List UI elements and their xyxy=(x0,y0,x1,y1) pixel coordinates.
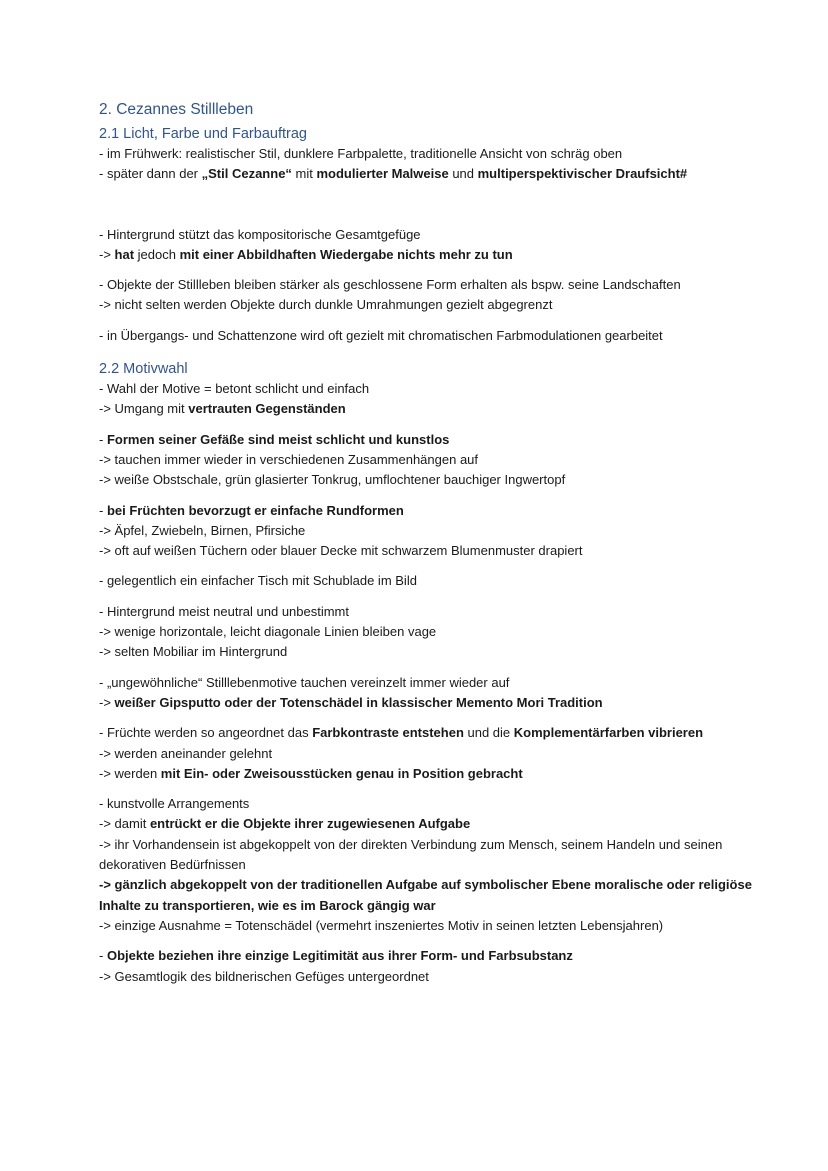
text-run: -> selten Mobiliar im Hintergrund xyxy=(99,644,288,660)
text-line xyxy=(99,642,779,662)
text-run: -> werden aneinander gelehnt xyxy=(99,745,273,761)
text-line xyxy=(99,470,779,490)
paragraph-block xyxy=(99,326,779,346)
text-line xyxy=(99,326,779,346)
text-line xyxy=(99,521,779,541)
document-page xyxy=(99,96,779,997)
text-line xyxy=(99,835,779,876)
text-run: -> oft auf weißen Tüchern oder blauer Decke mit schwarzem Blumenmuster drapiert xyxy=(99,543,583,559)
text-line xyxy=(99,744,779,764)
text-line xyxy=(99,571,779,591)
text-run: - im Frühwerk: realistischer Stil, dunklere Farbpalette, traditionelle Ansicht von schräg oben xyxy=(99,146,623,161)
paragraph-block xyxy=(99,571,779,591)
text-run: -> Umgang mit xyxy=(99,401,189,417)
text-run: -> damit xyxy=(99,816,150,832)
text-run: -> Gesamtlogik des bildnerischen Gefüges untergeordnet xyxy=(99,968,429,984)
text-line xyxy=(99,602,779,622)
text-run: und die xyxy=(463,725,514,741)
section-licht-farbe-content xyxy=(99,144,779,346)
text-run: mit xyxy=(291,166,317,182)
text-line xyxy=(99,245,779,265)
bold-text: mit einer Abbildhaften Wiedergabe nichts mehr zu tun xyxy=(179,246,513,262)
text-run: - „ungewöhnliche“ Stilllebenmotive tauchen vereinzelt immer wieder auf xyxy=(99,674,510,690)
paragraph-block xyxy=(99,673,779,714)
text-line xyxy=(99,916,779,936)
text-line xyxy=(99,295,779,315)
text-line xyxy=(99,814,779,834)
text-run: - gelegentlich ein einfacher Tisch mit Schublade im Bild xyxy=(99,573,417,589)
text-run: - xyxy=(99,948,107,964)
bold-text: Farbkontraste entstehen xyxy=(312,725,464,741)
paragraph-block xyxy=(99,379,779,420)
text-run: -> werden xyxy=(99,765,161,781)
text-line xyxy=(99,379,779,399)
subsection-heading-licht-farbe: 2.1 Licht, Farbe und Farbauftrag xyxy=(99,126,307,142)
text-run: - Hintergrund stützt das kompositorische Gesamtgefüge xyxy=(99,226,421,242)
bold-text: mit Ein- oder Zweisousstücken genau in Position gebracht xyxy=(160,765,523,781)
text-run: - in Übergangs- und Schattenzone wird oft gezielt mit chromatischen Farbmodulationen gearbeitet xyxy=(99,327,663,343)
text-line xyxy=(99,693,779,713)
text-line xyxy=(99,164,779,184)
text-line xyxy=(99,946,779,966)
bold-text: Komplementärfarben vibrieren xyxy=(513,725,704,741)
text-run: - Objekte der Stillleben bleiben stärker als geschlossene Form erhalten als bspw. seine Landschaften xyxy=(99,277,681,293)
bold-text: -> gänzlich abgekoppelt von der traditionellen Aufgabe auf symbolischer Ebene moralische oder religiöse Inhalte zu transportieren, wie es im Barock gängig war xyxy=(99,877,752,913)
paragraph-block xyxy=(99,430,779,491)
text-run: -> xyxy=(99,694,115,710)
text-run: jedoch xyxy=(134,246,180,262)
text-line xyxy=(99,399,779,419)
bold-text: hat xyxy=(114,246,135,262)
bold-text: modulierter Malweise xyxy=(316,166,449,182)
text-line xyxy=(99,275,779,295)
bold-text: „Stil Cezanne“ xyxy=(201,166,292,182)
text-run: - Wahl der Motive = betont schlicht und einfach xyxy=(99,381,370,397)
text-run: -> xyxy=(99,246,115,262)
text-run: -> einzige Ausnahme = Totenschädel (vermehrt inszeniertes Motiv in seinen letzten Lebensjahren) xyxy=(99,917,664,933)
bold-text: Formen seiner Gefäße sind meist schlicht und kunstlos xyxy=(106,431,450,447)
text-run: - Hintergrund meist neutral und unbestimmt xyxy=(99,603,350,619)
text-run: -> nicht selten werden Objekte durch dunkle Umrahmungen gezielt abgegrenzt xyxy=(99,297,553,313)
text-run: - kunstvolle Arrangements xyxy=(99,796,250,812)
paragraph-block xyxy=(99,275,779,316)
text-run: - xyxy=(99,502,107,518)
text-run: - später dann der xyxy=(99,166,202,182)
text-line xyxy=(99,622,779,642)
paragraph-block xyxy=(99,225,779,266)
paragraph-block xyxy=(99,946,779,987)
bold-text: entrückt er die Objekte ihrer zugewiesenen Aufgabe xyxy=(149,816,471,832)
paragraph-block xyxy=(99,794,779,936)
paragraph-block xyxy=(99,144,779,185)
text-run: -> weiße Obstschale, grün glasierter Tonkrug, umflochtener bauchiger Ingwertopf xyxy=(99,472,566,488)
bold-text: weißer Gipsputto oder der Totenschädel in klassischer Memento Mori Tradition xyxy=(114,694,603,710)
text-line xyxy=(99,144,779,164)
bold-text: Objekte beziehen ihre einzige Legitimität aus ihrer Form- und Farbsubstanz xyxy=(106,948,573,964)
text-line xyxy=(99,875,779,916)
text-run: - Früchte werden so angeordnet das xyxy=(99,725,313,741)
text-line xyxy=(99,541,779,561)
bold-text: multiperspektivischer Draufsicht# xyxy=(477,166,688,182)
text-line xyxy=(99,673,779,693)
text-line xyxy=(99,430,779,450)
section-motivwahl-content xyxy=(99,379,779,987)
paragraph-block xyxy=(99,602,779,663)
text-run: -> ihr Vorhandensein ist abgekoppelt von der direkten Verbindung zum Mensch, seinem Handeln und seinen dekorativen Bedürfnissen xyxy=(99,836,723,873)
bold-text: bei Früchten bevorzugt er einfache Rundformen xyxy=(106,502,404,518)
paragraph-block xyxy=(99,501,779,562)
text-line xyxy=(99,967,779,987)
text-run: -> tauchen immer wieder in verschiedenen Zusammenhängen auf xyxy=(99,451,479,467)
text-line xyxy=(99,723,779,743)
section-heading-cezannes-stillleben: 2. Cezannes Stillleben xyxy=(99,101,254,118)
text-line xyxy=(99,450,779,470)
bold-text: vertrauten Gegenständen xyxy=(188,401,346,417)
text-run: - xyxy=(99,431,107,447)
text-line xyxy=(99,225,779,245)
text-line xyxy=(99,764,779,784)
text-run: -> wenige horizontale, leicht diagonale Linien bleiben vage xyxy=(99,624,437,640)
text-run: und xyxy=(448,166,478,182)
paragraph-block xyxy=(99,723,779,784)
text-run: -> Äpfel, Zwiebeln, Birnen, Pfirsiche xyxy=(99,522,306,538)
text-line xyxy=(99,794,779,814)
text-line xyxy=(99,501,779,521)
subsection-heading-motivwahl: 2.2 Motivwahl xyxy=(99,361,188,378)
